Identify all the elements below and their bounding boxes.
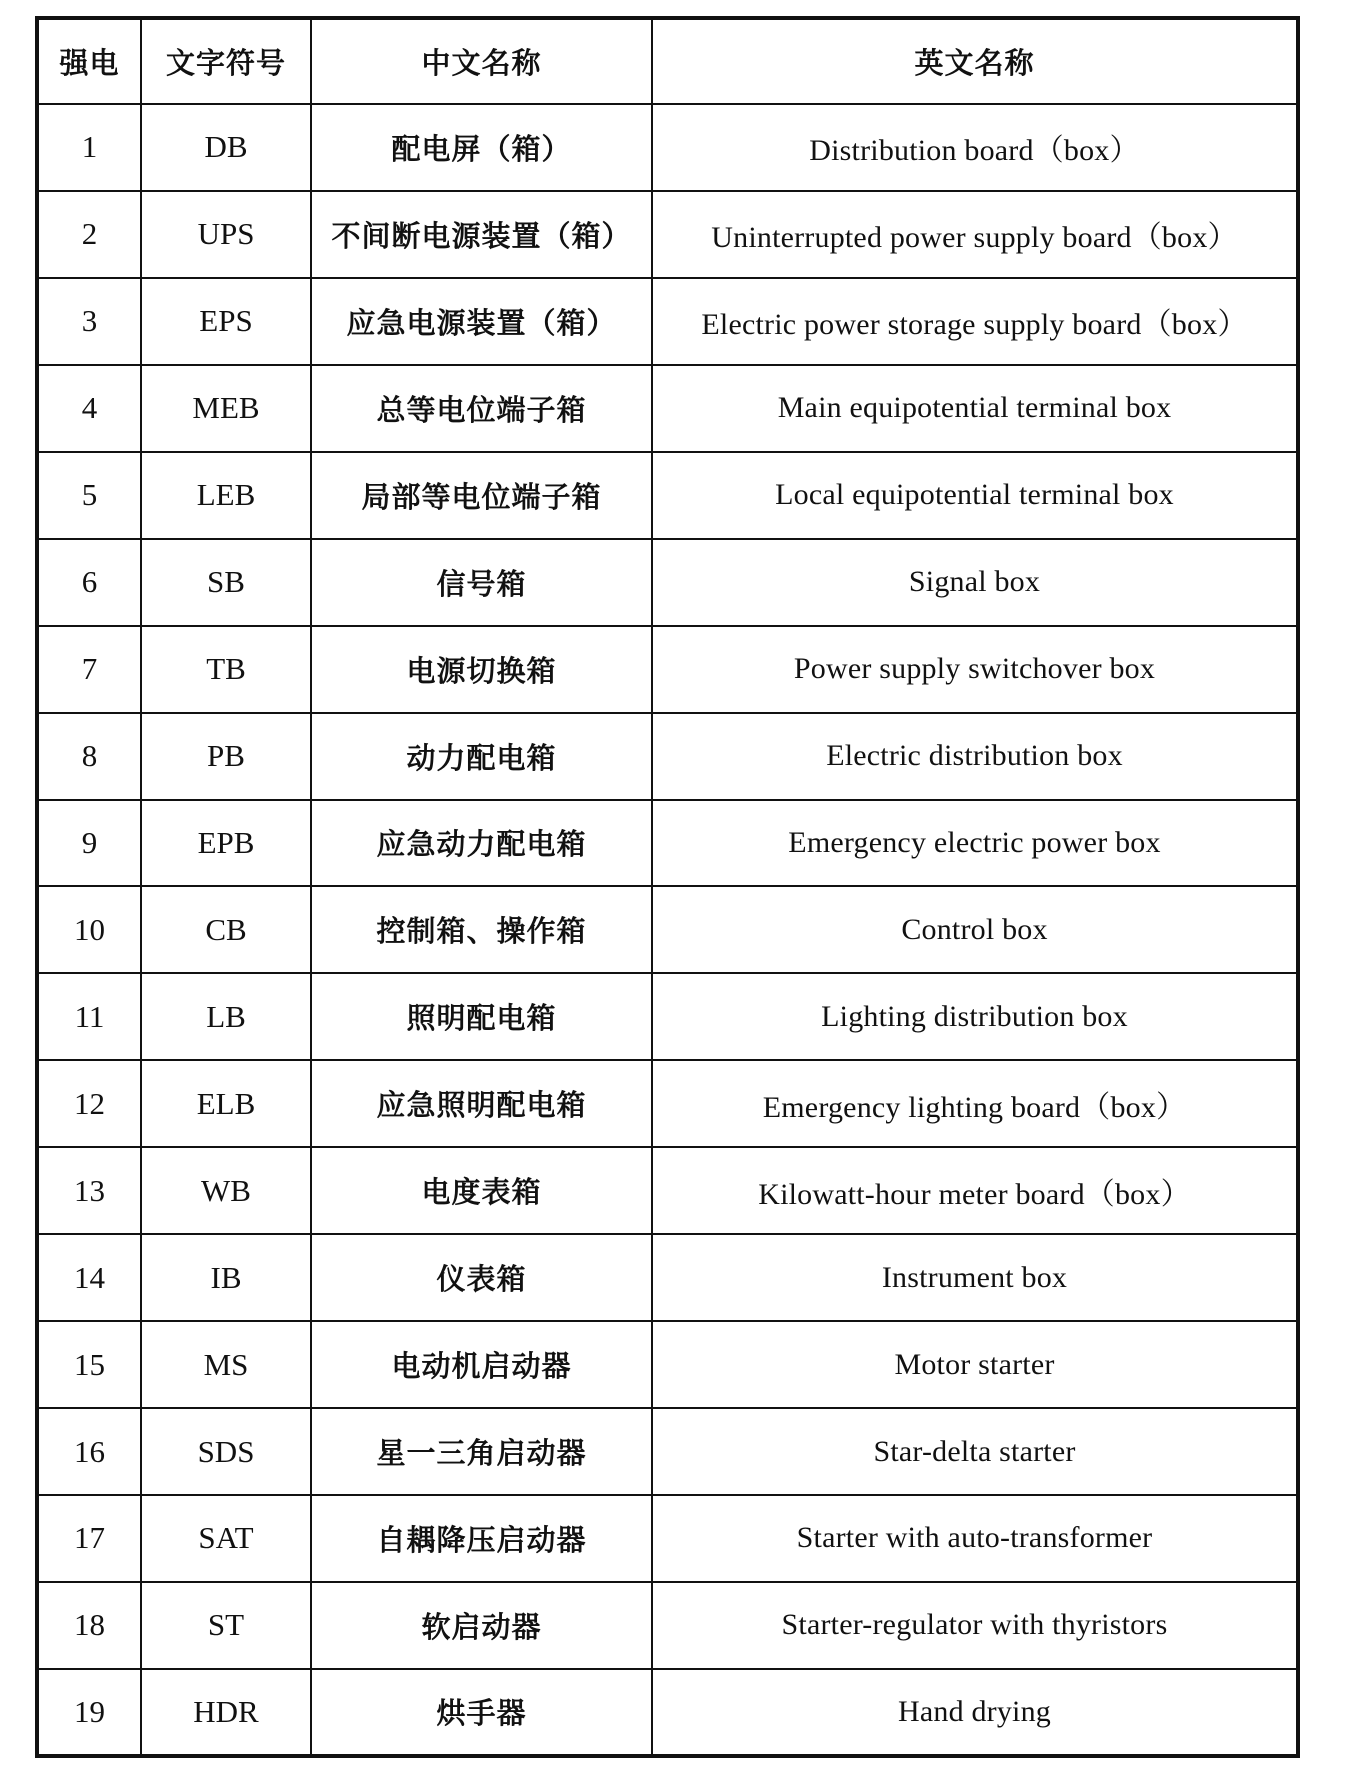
table-header-row xyxy=(37,18,1298,104)
row-code: TB xyxy=(141,626,311,713)
row-code: SB xyxy=(141,539,311,626)
row-code: DB xyxy=(141,104,311,191)
table-row xyxy=(37,452,1298,539)
row-chinese-name: 电动机启动器 xyxy=(311,1321,652,1408)
row-chinese-name: 软启动器 xyxy=(311,1582,652,1669)
row-number: 12 xyxy=(37,1060,141,1147)
header-english-name: 英文名称 xyxy=(652,18,1298,104)
row-chinese-name: 星一三角启动器 xyxy=(311,1408,652,1495)
row-english-name: Distribution board（box） xyxy=(652,104,1298,191)
row-number: 10 xyxy=(37,886,141,973)
row-code: LEB xyxy=(141,452,311,539)
row-english-name: Signal box xyxy=(652,539,1298,626)
row-number: 8 xyxy=(37,713,141,800)
row-code: MS xyxy=(141,1321,311,1408)
row-english-name: Starter-regulator with thyristors xyxy=(652,1582,1298,1669)
row-number: 3 xyxy=(37,278,141,365)
row-chinese-name: 动力配电箱 xyxy=(311,713,652,800)
row-chinese-name: 应急电源装置（箱） xyxy=(311,278,652,365)
header-code: 文字符号 xyxy=(141,18,311,104)
row-code: MEB xyxy=(141,365,311,452)
row-english-name: Hand drying xyxy=(652,1669,1298,1756)
row-chinese-name: 控制箱、操作箱 xyxy=(311,886,652,973)
row-number: 7 xyxy=(37,626,141,713)
table-row xyxy=(37,104,1298,191)
row-number: 19 xyxy=(37,1669,141,1756)
row-number: 2 xyxy=(37,191,141,278)
row-code: ST xyxy=(141,1582,311,1669)
row-english-name: Kilowatt-hour meter board（box） xyxy=(652,1147,1298,1234)
row-code: HDR xyxy=(141,1669,311,1756)
row-chinese-name: 电源切换箱 xyxy=(311,626,652,713)
table-row xyxy=(37,1060,1298,1147)
row-number: 6 xyxy=(37,539,141,626)
row-code: CB xyxy=(141,886,311,973)
row-code: EPS xyxy=(141,278,311,365)
row-number: 13 xyxy=(37,1147,141,1234)
table-row xyxy=(37,1408,1298,1495)
row-number: 5 xyxy=(37,452,141,539)
table-row xyxy=(37,973,1298,1060)
row-chinese-name: 不间断电源装置（箱） xyxy=(311,191,652,278)
row-chinese-name: 照明配电箱 xyxy=(311,973,652,1060)
row-code: EPB xyxy=(141,800,311,887)
row-number: 16 xyxy=(37,1408,141,1495)
symbol-table-container xyxy=(35,16,1300,1758)
table-row xyxy=(37,191,1298,278)
table-row xyxy=(37,713,1298,800)
row-number: 18 xyxy=(37,1582,141,1669)
table-row xyxy=(37,1234,1298,1321)
row-english-name: Star-delta starter xyxy=(652,1408,1298,1495)
table-row xyxy=(37,1321,1298,1408)
row-number: 15 xyxy=(37,1321,141,1408)
row-chinese-name: 自耦降压启动器 xyxy=(311,1495,652,1582)
row-chinese-name: 应急照明配电箱 xyxy=(311,1060,652,1147)
table-row xyxy=(37,1147,1298,1234)
row-number: 4 xyxy=(37,365,141,452)
row-english-name: Uninterrupted power supply board（box） xyxy=(652,191,1298,278)
table-row xyxy=(37,539,1298,626)
header-chinese-name: 中文名称 xyxy=(311,18,652,104)
row-code: LB xyxy=(141,973,311,1060)
row-english-name: Control box xyxy=(652,886,1298,973)
row-number: 14 xyxy=(37,1234,141,1321)
row-english-name: Electric distribution box xyxy=(652,713,1298,800)
table-row xyxy=(37,1669,1298,1756)
row-code: UPS xyxy=(141,191,311,278)
row-code: SAT xyxy=(141,1495,311,1582)
table-row xyxy=(37,800,1298,887)
header-number: 强电 xyxy=(37,18,141,104)
table-row xyxy=(37,886,1298,973)
row-english-name: Instrument box xyxy=(652,1234,1298,1321)
table-row xyxy=(37,626,1298,713)
row-english-name: Emergency electric power box xyxy=(652,800,1298,887)
row-chinese-name: 配电屏（箱） xyxy=(311,104,652,191)
table-row xyxy=(37,1495,1298,1582)
table-body xyxy=(37,104,1298,1756)
row-code: WB xyxy=(141,1147,311,1234)
row-chinese-name: 局部等电位端子箱 xyxy=(311,452,652,539)
row-number: 11 xyxy=(37,973,141,1060)
row-english-name: Emergency lighting board（box） xyxy=(652,1060,1298,1147)
row-english-name: Main equipotential terminal box xyxy=(652,365,1298,452)
row-code: PB xyxy=(141,713,311,800)
row-chinese-name: 电度表箱 xyxy=(311,1147,652,1234)
row-chinese-name: 信号箱 xyxy=(311,539,652,626)
symbol-table xyxy=(35,16,1300,1758)
row-chinese-name: 烘手器 xyxy=(311,1669,652,1756)
row-chinese-name: 仪表箱 xyxy=(311,1234,652,1321)
row-english-name: Lighting distribution box xyxy=(652,973,1298,1060)
row-code: SDS xyxy=(141,1408,311,1495)
row-number: 17 xyxy=(37,1495,141,1582)
row-english-name: Starter with auto-transformer xyxy=(652,1495,1298,1582)
row-number: 9 xyxy=(37,800,141,887)
table-row xyxy=(37,278,1298,365)
table-row xyxy=(37,1582,1298,1669)
row-chinese-name: 应急动力配电箱 xyxy=(311,800,652,887)
row-chinese-name: 总等电位端子箱 xyxy=(311,365,652,452)
row-english-name: Power supply switchover box xyxy=(652,626,1298,713)
row-english-name: Local equipotential terminal box xyxy=(652,452,1298,539)
row-english-name: Motor starter xyxy=(652,1321,1298,1408)
row-number: 1 xyxy=(37,104,141,191)
table-row xyxy=(37,365,1298,452)
row-code: ELB xyxy=(141,1060,311,1147)
row-english-name: Electric power storage supply board（box） xyxy=(652,278,1298,365)
row-code: IB xyxy=(141,1234,311,1321)
